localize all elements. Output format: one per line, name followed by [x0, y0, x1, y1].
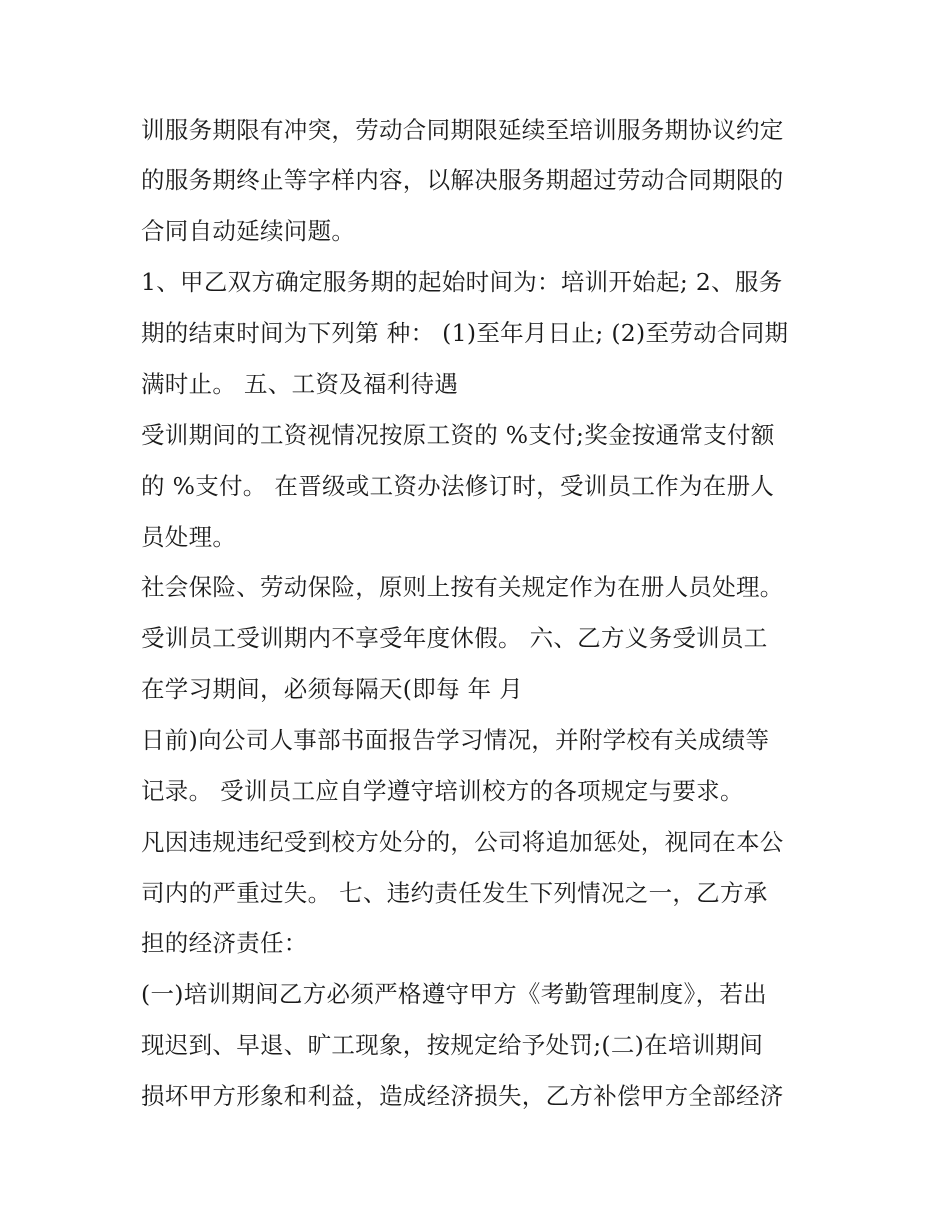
text-line: 满时止。 五、工资及福利待遇: [141, 370, 459, 398]
text-line: 凡因违规违纪受到校方处分的，公司将追加惩处，视同在本公: [141, 828, 784, 856]
text-line: 员处理。: [141, 523, 237, 551]
text-line: 损坏甲方形象和利益，造成经济损失，乙方补偿甲方全部经济: [141, 1082, 784, 1110]
text-line: 司内的严重过失。 七、违约责任发生下列情况之一，乙方承: [141, 879, 768, 907]
text-line: 担的经济责任：: [141, 929, 308, 957]
text-line: 社会保险、劳动保险，原则上按有关规定作为在册人员处理。: [141, 573, 784, 601]
text-line: 的服务期终止等字样内容，以解决服务期超过劳动合同期限的: [141, 166, 784, 194]
text-line: 在学习期间，必须每隔天(即每 年 月: [141, 675, 524, 703]
text-line: 受训员工受训期内不享受年度休假。 六、乙方义务受训员工: [141, 624, 768, 652]
text-line: 训服务期限有冲突，劳动合同期限延续至培训服务期协议约定: [141, 116, 784, 144]
text-line: (一)培训期间乙方必须严格遵守甲方《考勤管理制度》，若出: [141, 980, 767, 1008]
text-line: 合同自动延续问题。: [141, 217, 356, 245]
text-line: 1、甲乙双方确定服务期的起始时间为：培训开始起; 2、服务: [141, 268, 783, 296]
text-line: 日前)向公司人事部书面报告学习情况，并附学校有关成绩等: [141, 726, 770, 754]
text-line: 现迟到、早退、旷工现象，按规定给予处罚;(二)在培训期间: [141, 1031, 764, 1059]
text-line: 期的结束时间为下列第 种： (1)至年月日止; (2)至劳动合同期: [141, 319, 789, 347]
text-line: 的 %支付。 在晋级或工资办法修订时，受训员工作为在册人: [141, 472, 775, 500]
text-line: 受训期间的工资视情况按原工资的 %支付;奖金按通常支付额: [141, 421, 775, 449]
text-line: 记录。 受训员工应自学遵守培训校方的各项规定与要求。: [141, 777, 744, 805]
